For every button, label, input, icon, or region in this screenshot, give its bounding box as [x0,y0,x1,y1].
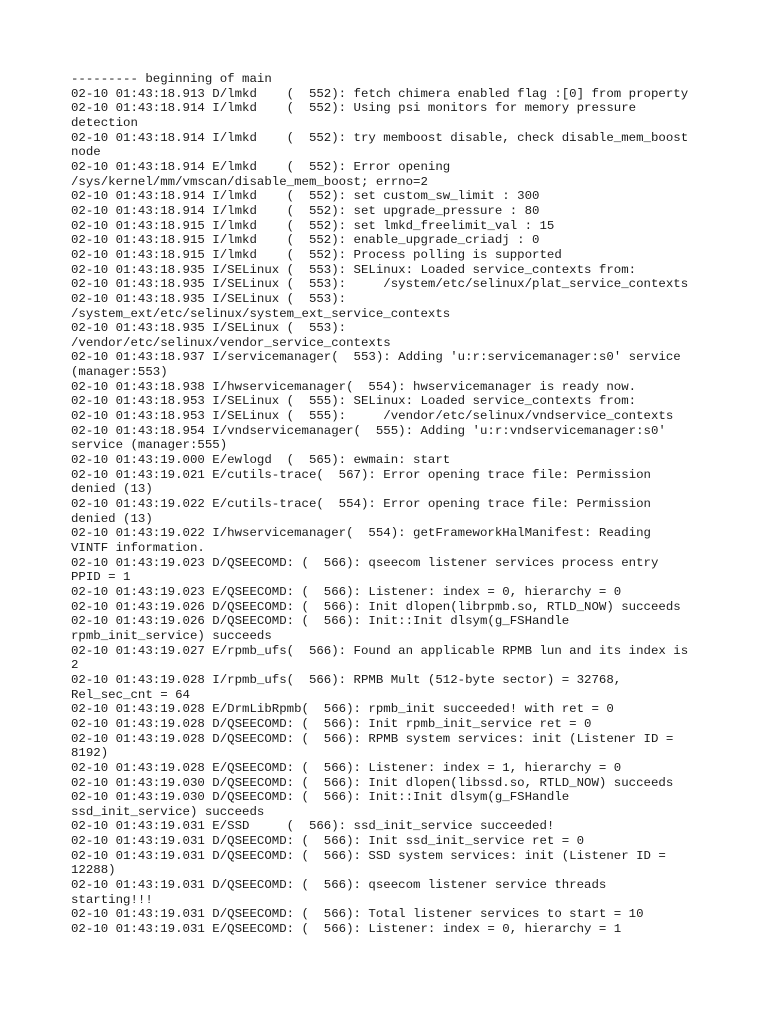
log-line: 02-10 01:43:18.935 I/SELinux ( 553): [71,321,347,336]
log-line: 02-10 01:43:19.023 E/QSEECOMD: ( 566): Listener: index = 0, hierarchy = 0 [71,584,622,599]
log-line: service (manager:555) [71,438,228,453]
log-line: 02-10 01:43:19.030 D/QSEECOMD: ( 566): Init dlopen(libssd.so, RTLD_NOW) succeeds [71,775,674,790]
log-line: --------- beginning of main [71,72,272,86]
log-line: 02-10 01:43:18.953 I/SELinux ( 555): SELinux: Loaded service_contexts from: [71,394,637,409]
log-line: 02-10 01:43:18.915 I/lmkd ( 552): set lmkd_freelimit_val : 15 [71,218,555,233]
log-line: 02-10 01:43:19.000 E/ewlogd ( 565): ewmain: start [71,453,451,468]
log-line: 02-10 01:43:18.914 E/lmkd ( 552): Error opening [71,159,451,174]
log-line: 02-10 01:43:19.022 E/cutils-trace( 554): Error opening trace file: Permission [71,497,651,512]
log-line: node [71,145,101,160]
log-line: 02-10 01:43:18.953 I/SELinux ( 555): /vendor/etc/selinux/vndservice_contexts [71,409,674,424]
log-line: 02-10 01:43:19.028 D/QSEECOMD: ( 566): RPMB system services: init (Listener ID = [71,731,674,746]
log-line: 12288) [71,863,116,878]
log-line: denied (13) [71,482,153,497]
log-line: /sys/kernel/mm/vmscan/disable_mem_boost; errno=2 [71,174,428,189]
log-line: 02-10 01:43:19.031 E/QSEECOMD: ( 566): Listener: index = 0, hierarchy = 1 [71,922,622,937]
log-line: 02-10 01:43:19.031 E/SSD ( 566): ssd_init_service succeeded! [71,819,555,834]
log-line: 02-10 01:43:18.914 I/lmkd ( 552): set upgrade_pressure : 80 [71,203,540,218]
log-line: 02-10 01:43:18.938 I/hwservicemanager( 554): hwservicemanager is ready now. [71,379,637,394]
log-line: 02-10 01:43:18.935 I/SELinux ( 553): /system/etc/selinux/plat_service_contexts [71,277,689,292]
log-line: detection [71,115,138,130]
log-line: 02-10 01:43:19.030 D/QSEECOMD: ( 566): Init::Init dlsym(g_FSHandle [71,790,570,805]
log-line: 02-10 01:43:18.914 I/lmkd ( 552): Using psi monitors for memory pressure [71,101,637,116]
log-line: 2 [71,658,79,673]
log-line: denied (13) [71,511,153,526]
log-line: 02-10 01:43:19.031 D/QSEECOMD: ( 566): Init ssd_init_service ret = 0 [71,834,585,849]
log-line: 02-10 01:43:18.914 I/lmkd ( 552): try memboost disable, check disable_mem_boost [71,130,689,145]
log-line: 02-10 01:43:19.028 D/QSEECOMD: ( 566): Init rpmb_init_service ret = 0 [71,716,592,731]
log-line: 02-10 01:43:19.021 E/cutils-trace( 567): Error opening trace file: Permission [71,467,651,482]
log-line: 02-10 01:43:19.031 D/QSEECOMD: ( 566): qseecom listener service threads [71,878,607,893]
log-line: PPID = 1 [71,570,131,585]
log-text-block [71,72,711,937]
log-line: 02-10 01:43:18.914 I/lmkd ( 552): set custom_sw_limit : 300 [71,189,540,204]
log-line: 02-10 01:43:18.915 I/lmkd ( 552): enable_upgrade_criadj : 0 [71,233,540,248]
log-line: /vendor/etc/selinux/vendor_service_contexts [71,335,391,350]
log-line: ssd_init_service) succeeds [71,804,265,819]
log-line: 8192) [71,746,109,761]
log-line: 02-10 01:43:19.028 E/QSEECOMD: ( 566): Listener: index = 1, hierarchy = 0 [71,760,622,775]
log-line: Rel_sec_cnt = 64 [71,687,190,702]
log-line: 02-10 01:43:18.935 I/SELinux ( 553): [71,291,347,306]
log-line: /system_ext/etc/selinux/system_ext_service_contexts [71,306,451,321]
log-line: 02-10 01:43:18.937 I/servicemanager( 553): Adding 'u:r:servicemanager:s0' service [71,350,681,365]
log-line: 02-10 01:43:19.027 E/rpmb_ufs( 566): Found an applicable RPMB lun and its index is [71,643,689,658]
log-line: 02-10 01:43:19.028 E/DrmLibRpmb( 566): rpmb_init succeeded! with ret = 0 [71,702,614,717]
log-line: 02-10 01:43:19.031 D/QSEECOMD: ( 566): Total listener services to start = 10 [71,907,644,922]
log-line: 02-10 01:43:18.935 I/SELinux ( 553): SELinux: Loaded service_contexts from: [71,262,637,277]
log-line: 02-10 01:43:19.023 D/QSEECOMD: ( 566): qseecom listener services process entry [71,555,659,570]
log-line: 02-10 01:43:18.913 D/lmkd ( 552): fetch chimera enabled flag :[0] from property [71,86,689,101]
log-line: starting!!! [71,892,153,907]
log-line: 02-10 01:43:19.031 D/QSEECOMD: ( 566): SSD system services: init (Listener ID = [71,848,666,863]
log-line: 02-10 01:43:19.022 I/hwservicemanager( 554): getFrameworkHalManifest: Reading [71,526,651,541]
log-line: 02-10 01:43:19.028 I/rpmb_ufs( 566): RPMB Mult (512-byte sector) = 32768, [71,672,622,687]
log-line: 02-10 01:43:18.954 I/vndservicemanager( 555): Adding 'u:r:vndservicemanager:s0' [71,423,666,438]
log-line: 02-10 01:43:19.026 D/QSEECOMD: ( 566): Init dlopen(librpmb.so, RTLD_NOW) succeeds [71,599,681,614]
log-line: rpmb_init_service) succeeds [71,628,272,643]
log-line: 02-10 01:43:18.915 I/lmkd ( 552): Process polling is supported [71,247,562,262]
log-line: (manager:553) [71,365,168,380]
log-line: VINTF information. [71,541,205,555]
log-line: 02-10 01:43:19.026 D/QSEECOMD: ( 566): Init::Init dlsym(g_FSHandle [71,614,570,629]
